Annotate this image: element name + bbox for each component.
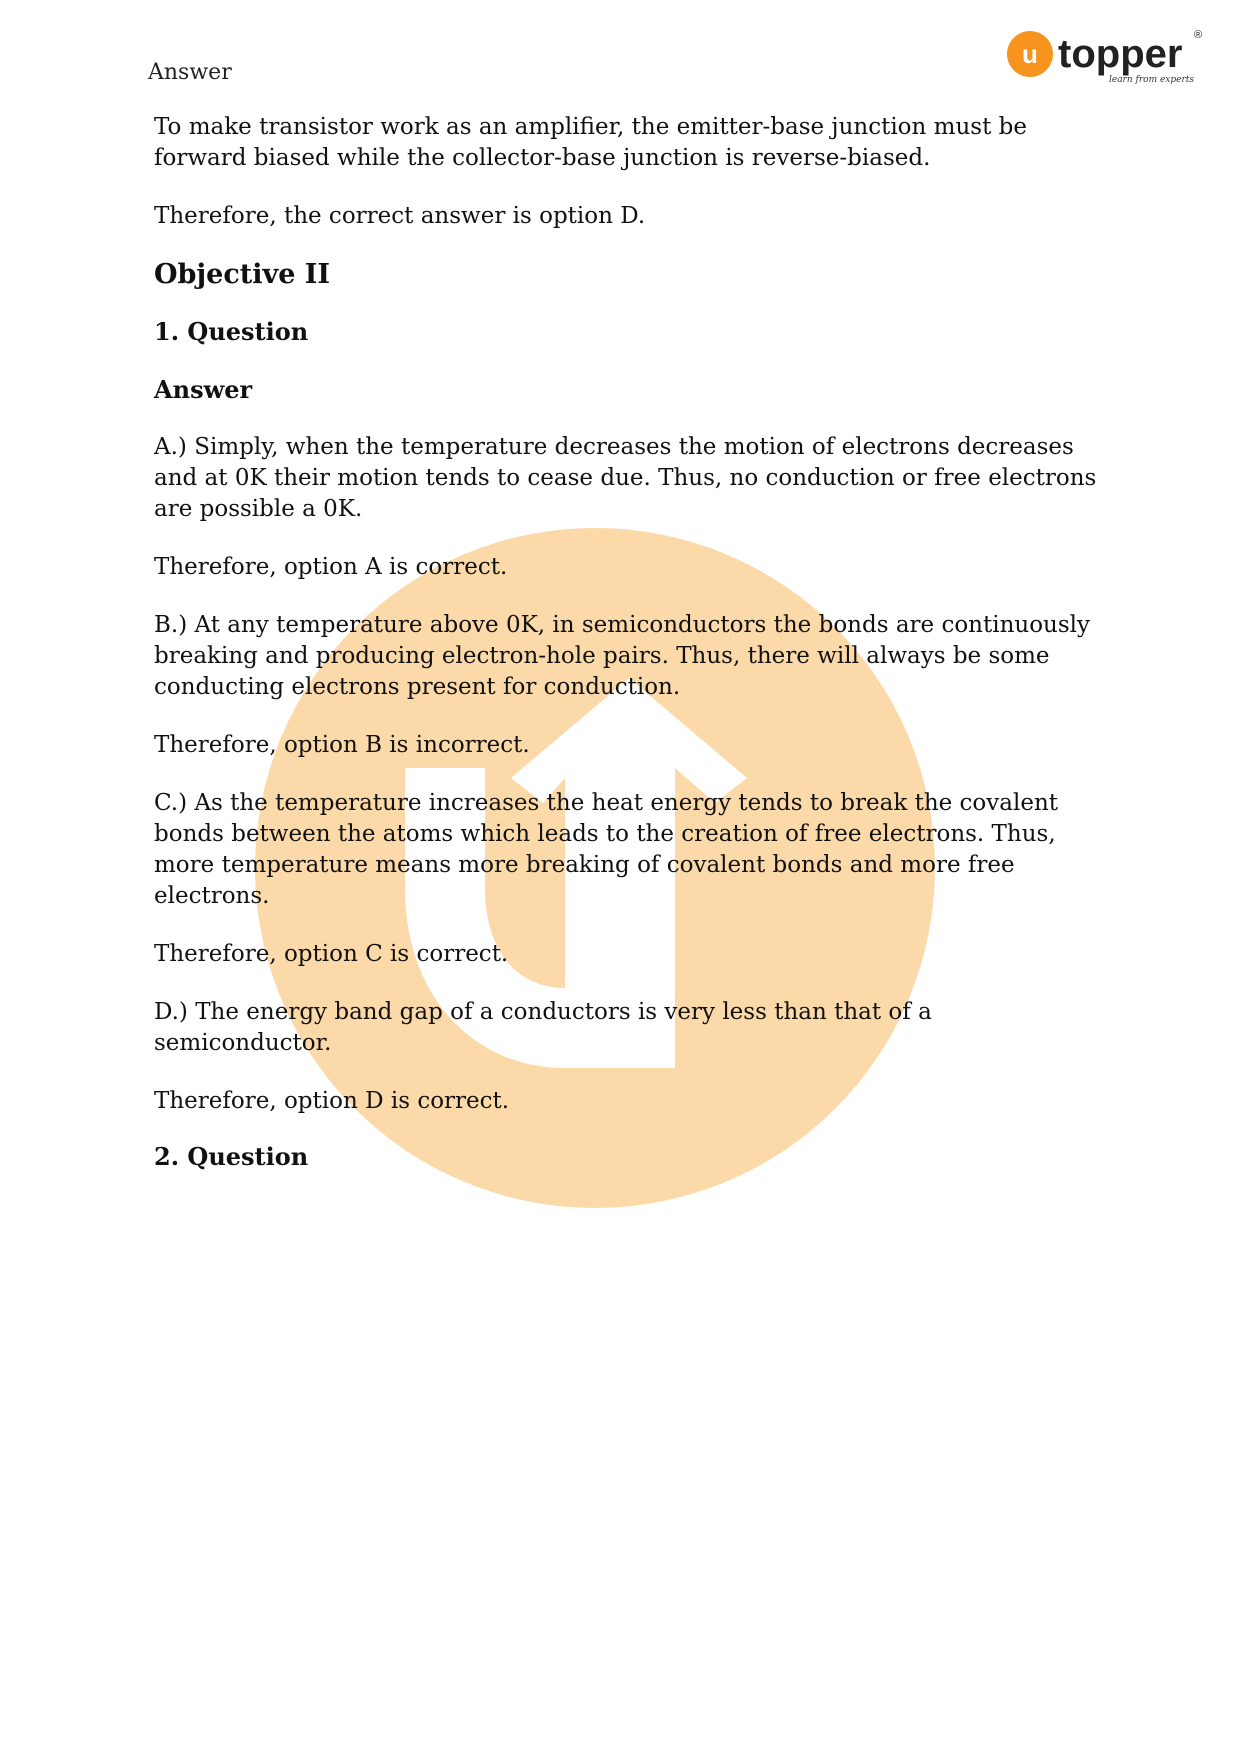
answer-heading: Answer: [154, 375, 253, 404]
intro-paragraph: To make transistor work as an amplifier, the emitter-base junction must be forward biased while the collector-base junction is reverse-biased.: [154, 114, 1027, 171]
option-a-conclusion: Therefore, option A is correct.: [154, 554, 508, 580]
header-answer-label: Answer: [148, 60, 232, 85]
logo-tagline: learn from experts: [1108, 75, 1194, 85]
logo-brand-text: topper: [1058, 32, 1183, 76]
question-2-title: 2. Question: [154, 1142, 309, 1171]
option-d-conclusion: Therefore, option D is correct.: [154, 1088, 510, 1114]
logo-registered-mark: ®: [1194, 29, 1203, 41]
option-c-conclusion: Therefore, option C is correct.: [154, 941, 509, 967]
option-a-paragraph: A.) Simply, when the temperature decreases the motion of electrons decreases and at 0K their motion tends to cease due. Thus, no conduction or free electrons are possible a 0K.: [154, 434, 1097, 522]
topper-logo: [1004, 26, 1204, 90]
question-1-title: 1. Question: [154, 317, 309, 346]
logo-mark-letter: u: [1022, 39, 1038, 69]
intro-conclusion: Therefore, the correct answer is option D.: [154, 203, 646, 229]
option-b-conclusion: Therefore, option B is incorrect.: [154, 732, 530, 758]
option-c-paragraph: C.) As the temperature increases the heat energy tends to break the covalent bonds between the atoms which leads to the creation of free electrons. Thus, more temperature means more breaking of covalent bonds and more free electrons.: [154, 790, 1059, 909]
option-b-paragraph: B.) At any temperature above 0K, in semiconductors the bonds are continuously breaking and producing electron-hole pairs. Thus, there will always be some conducting electrons present for conduction.: [154, 612, 1091, 700]
option-d-paragraph: D.) The energy band gap of a conductors is very less than that of a semiconductor.: [154, 999, 932, 1056]
document-content: [154, 112, 1104, 1172]
section-title: Objective II: [154, 259, 331, 290]
